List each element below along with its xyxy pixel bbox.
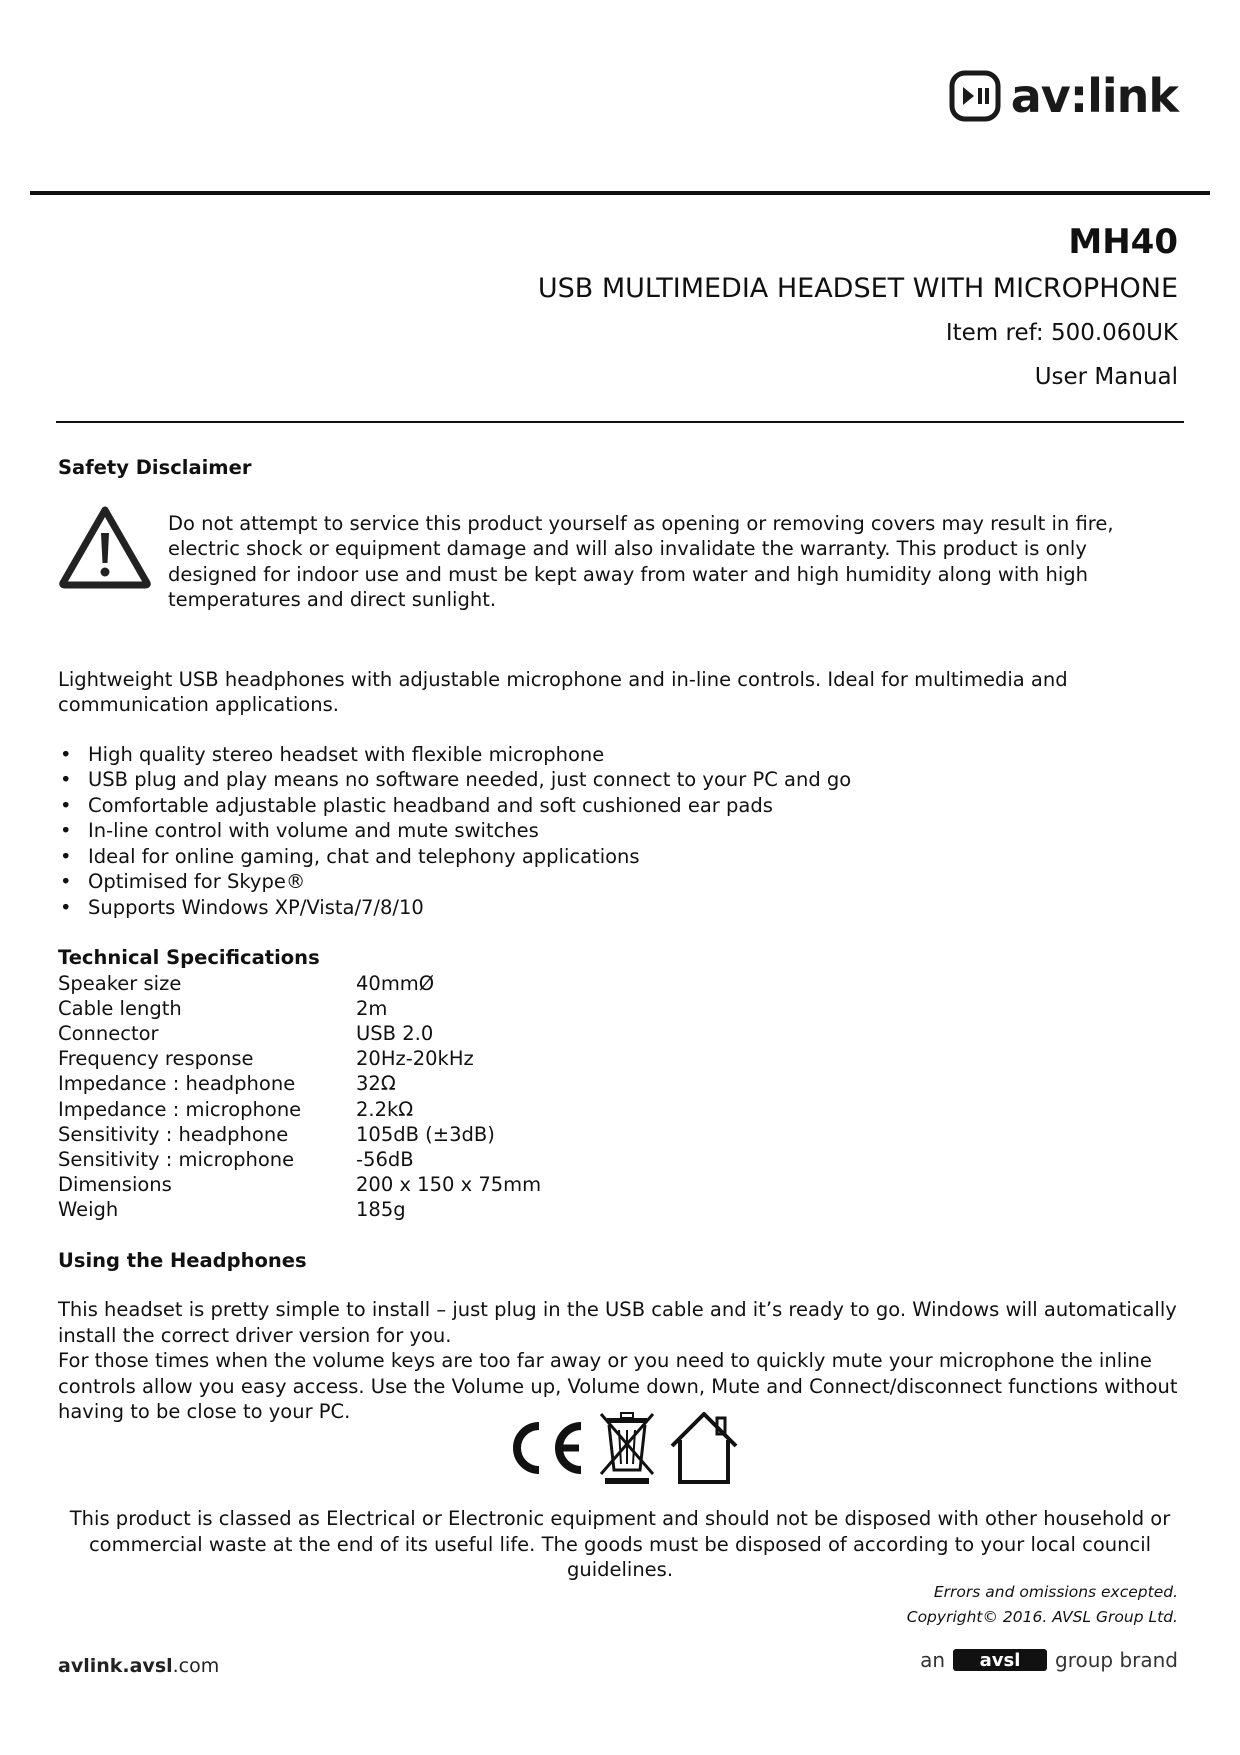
errors-note: Errors and omissions excepted. — [933, 1583, 1178, 1601]
avsl-logo-icon — [953, 1649, 1047, 1671]
section-rule — [56, 421, 1184, 423]
safety-row — [58, 505, 1182, 613]
brand-logo — [949, 66, 1178, 126]
weee-bin-icon — [597, 1408, 657, 1488]
compliance-symbols — [0, 1408, 1240, 1488]
table-row — [58, 971, 541, 996]
main-content — [58, 455, 1182, 1425]
disposal-notice: This product is classed as Electrical or Electronic equipment and should not be disposed with other household or commercial waste at the end of its useful life. The goods must be disposed of according to your local council guidelines. — [69, 1507, 1171, 1581]
website-tld: .com — [172, 1655, 220, 1677]
fine-print — [907, 1580, 1178, 1630]
spec-value: 32Ω — [356, 1072, 396, 1096]
play-pause-logo-icon — [949, 70, 1001, 122]
indoor-use-house-icon — [667, 1408, 741, 1488]
brand-prefix: an — [920, 1648, 945, 1672]
spec-label: Sensitivity : headphone — [58, 1122, 289, 1146]
website-domain: avlink.avsl — [58, 1655, 173, 1677]
specs-heading: Technical Specifications — [58, 946, 320, 969]
ce-mark-icon — [499, 1408, 587, 1488]
list-item: • High quality stereo headset with flexible microphone — [58, 742, 1182, 768]
table-row — [58, 1021, 541, 1046]
footer-brand — [920, 1648, 1178, 1672]
spec-value: 20Hz-20kHz — [356, 1047, 474, 1071]
brand-logo-text: av:link — [1010, 69, 1178, 123]
usage-paragraph-2: For those times when the volume keys are too far away or you need to quickly mute your microphone the inline controls allow you easy access. Use the Volume up, Volume down, Mute and Connect/disconnect functions without having to be close to your PC. — [58, 1349, 1178, 1424]
list-item: • Optimised for Skype® — [58, 869, 1182, 895]
list-item: • Supports Windows XP/Vista/7/8/10 — [58, 895, 1182, 921]
spec-value: 2.2kΩ — [356, 1097, 414, 1121]
usage-heading: Using the Headphones — [58, 1248, 307, 1272]
model-number: MH40 — [1068, 222, 1178, 262]
table-row — [58, 996, 541, 1021]
brand-suffix: group brand — [1055, 1648, 1178, 1672]
spec-label: Connector — [58, 1021, 159, 1045]
table-row — [58, 1097, 541, 1122]
spec-label: Impedance : microphone — [58, 1097, 302, 1121]
spec-label: Speaker size — [58, 971, 182, 995]
spec-value: 2m — [356, 996, 388, 1020]
spec-label: Cable length — [58, 996, 182, 1020]
spec-value: 105dB (±3dB) — [356, 1122, 495, 1146]
table-row — [58, 1147, 541, 1172]
doc-type: User Manual — [1034, 364, 1178, 390]
spec-value: -56dB — [356, 1147, 414, 1171]
spec-value: USB 2.0 — [356, 1021, 434, 1045]
item-ref: Item ref: 500.060UK — [945, 320, 1178, 346]
spec-label: Weigh — [58, 1198, 119, 1222]
spec-value: 200 x 150 x 75mm — [356, 1173, 542, 1197]
spec-label: Sensitivity : microphone — [58, 1147, 295, 1171]
copyright-note: Copyright© 2016. AVSL Group Ltd. — [906, 1608, 1178, 1626]
spec-label: Frequency response — [58, 1047, 254, 1071]
intro-paragraph: Lightweight USB headphones with adjustable microphone and in-line controls. Ideal for multimedia and communication applications. — [58, 667, 1068, 716]
usage-paragraph-1: This headset is pretty simple to install – just plug in the USB cable and it’s ready to go. Windows will automatically install the correct driver version for you. — [58, 1298, 1177, 1347]
spec-value: 40mmØ — [356, 971, 435, 995]
warning-triangle-icon — [58, 505, 152, 589]
table-row — [58, 1046, 541, 1071]
feature-list — [58, 742, 1182, 921]
safety-text: Do not attempt to service this product yourself as opening or removing covers may result in fire, electric shock or equipment damage and will also invalidate the warranty. This product is only designed for indoor use and must be kept away from water and high humidity along with high temperatures and direct sunlight. — [168, 511, 1114, 611]
safety-heading: Safety Disclaimer — [58, 456, 252, 479]
spec-label: Impedance : headphone — [58, 1072, 296, 1096]
list-item: • In-line control with volume and mute switches — [58, 818, 1182, 844]
table-row — [58, 1172, 541, 1197]
table-row — [58, 1122, 541, 1147]
list-item: • Comfortable adjustable plastic headband and soft cushioned ear pads — [58, 793, 1182, 819]
product-subtitle: USB MULTIMEDIA HEADSET WITH MICROPHONE — [537, 273, 1178, 304]
top-rule — [30, 191, 1210, 195]
table-row — [58, 1197, 541, 1222]
spec-value: 185g — [356, 1198, 406, 1222]
list-item: • Ideal for online gaming, chat and telephony applications — [58, 844, 1182, 870]
title-block — [538, 218, 1178, 400]
spec-label: Dimensions — [58, 1173, 172, 1197]
list-item: • USB plug and play means no software needed, just connect to your PC and go — [58, 767, 1182, 793]
avsl-logo-text: avsl — [979, 1650, 1021, 1671]
footer-website[interactable] — [58, 1655, 219, 1677]
specs-table — [58, 971, 541, 1223]
table-row — [58, 1071, 541, 1096]
